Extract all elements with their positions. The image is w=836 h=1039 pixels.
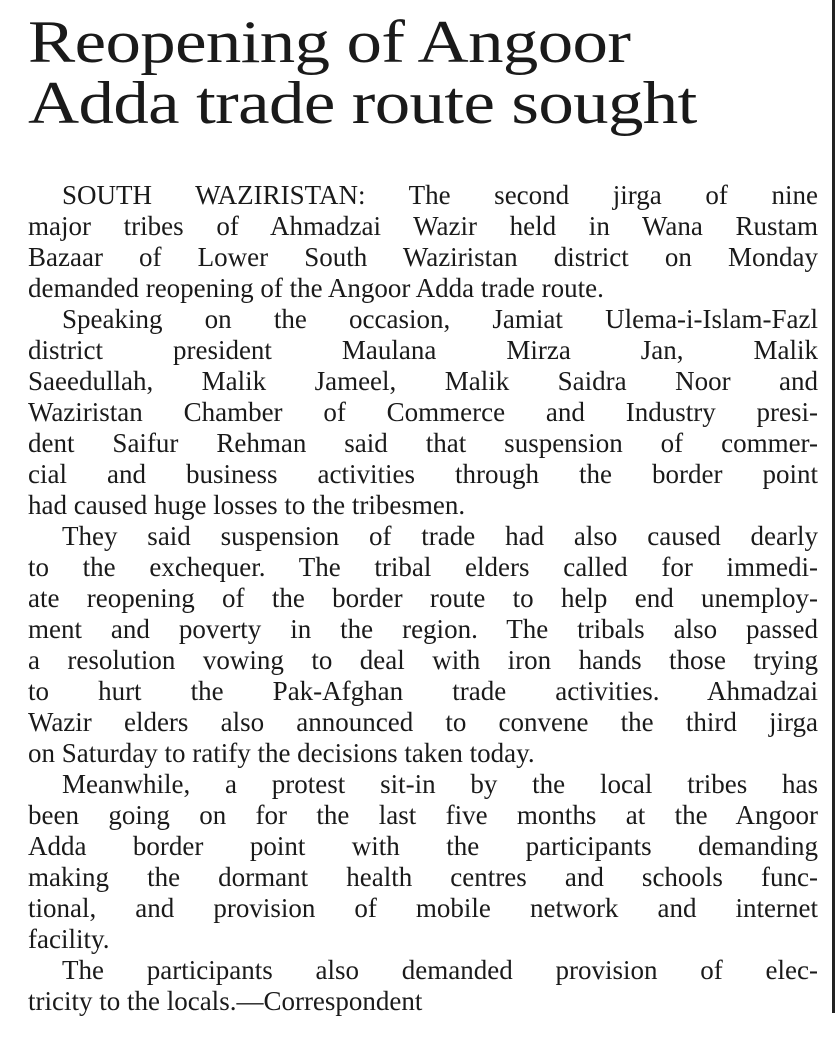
- text-line: a resolution vowing to deal with iron hands those trying: [28, 645, 818, 675]
- text-line: facility.: [28, 924, 110, 954]
- text-line: to the exchequer. The tribal elders called for immedi-: [28, 552, 818, 582]
- text-line: cial and business activities through the border point: [28, 459, 818, 489]
- text-line: to hurt the Pak-Afghan trade activities. Ahmadzai: [28, 676, 818, 706]
- text-line: Meanwhile, a protest sit-in by the local tribes has: [62, 769, 818, 799]
- text-line: on Saturday to ratify the decisions taken today.: [28, 738, 535, 768]
- text-line: Wazir elders also announced to convene the third jirga: [28, 707, 818, 737]
- text-line: tricity to the locals.—Correspondent: [28, 986, 423, 1016]
- text-line: The participants also demanded provision of elec-: [62, 955, 818, 985]
- text-line: major tribes of Ahmadzai Wazir held in Wana Rustam: [28, 211, 818, 241]
- text-line: Speaking on the occasion, Jamiat Ulema-i-Islam-Fazl: [62, 304, 818, 334]
- text-line: They said suspension of trade had also caused dearly: [62, 521, 818, 551]
- text-line: Adda border point with the participants demanding: [28, 831, 818, 861]
- headline-line: Reopening of Angoor: [28, 9, 631, 75]
- text-line: tional, and provision of mobile network and internet: [28, 893, 818, 923]
- paragraph: [28, 304, 818, 521]
- column-rule: [832, 0, 835, 1013]
- text-line: been going on for the last five months at the Angoor: [28, 800, 818, 830]
- headline-line: Adda trade route sought: [28, 70, 697, 136]
- text-line: Waziristan Chamber of Commerce and Industry presi-: [28, 397, 818, 427]
- paragraph: [28, 955, 818, 1017]
- text-line: Bazaar of Lower South Waziristan district on Monday: [28, 242, 818, 272]
- headline: [28, 9, 697, 136]
- text-line: Saeedullah, Malik Jameel, Malik Saidra Noor and: [28, 366, 818, 396]
- text-line: making the dormant health centres and schools func-: [28, 862, 818, 892]
- text-line: SOUTH WAZIRISTAN: The second jirga of nine: [62, 180, 818, 210]
- text-line: ate reopening of the border route to help end unemploy-: [28, 583, 818, 613]
- text-line: had caused huge losses to the tribesmen.: [28, 490, 466, 520]
- paragraph: [28, 521, 818, 769]
- text-line: demanded reopening of the Angoor Adda trade route.: [28, 273, 604, 303]
- text-line: ment and poverty in the region. The tribals also passed: [28, 614, 818, 644]
- article-body: [28, 180, 818, 1017]
- paragraph: [28, 180, 818, 304]
- text-line: dent Saifur Rehman said that suspension of commer-: [28, 428, 818, 458]
- text-line: district president Maulana Mirza Jan, Malik: [28, 335, 818, 365]
- paragraph: [28, 769, 818, 955]
